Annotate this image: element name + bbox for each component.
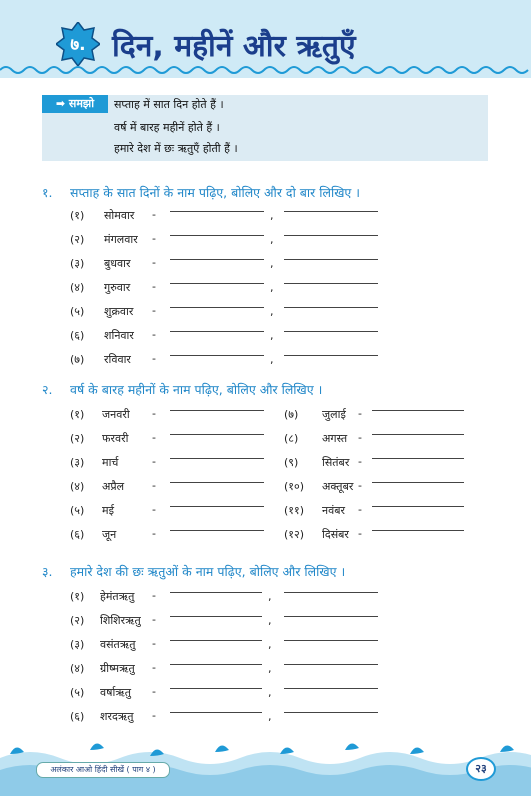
q3-item-label: शरदऋतु [100, 710, 134, 723]
q1-answer-line-1[interactable] [170, 259, 264, 260]
q2-left-index: (१) [70, 408, 85, 421]
comma-separator: , [270, 329, 274, 342]
q3-item-label: हेमंतऋतु [100, 590, 135, 603]
dash-separator: - [152, 479, 156, 492]
q1-answer-line-2[interactable] [284, 283, 378, 284]
q3-number: ३. [42, 564, 53, 579]
q2-right-answer-line[interactable] [372, 458, 464, 459]
q2-left-answer-line[interactable] [170, 410, 264, 411]
q1-item-label: सोमवार [104, 209, 135, 222]
q1-item-label: बुधवार [104, 257, 131, 270]
q1-item-index: (४) [70, 281, 85, 294]
q2-right-index: (१२) [284, 528, 305, 541]
q2-right-answer-line[interactable] [372, 434, 464, 435]
comma-separator: , [270, 305, 274, 318]
comma-separator: , [268, 710, 272, 723]
q1-item-label: शुक्रवार [104, 305, 134, 318]
dash-separator: - [152, 328, 156, 341]
q2-left-label: जून [102, 528, 117, 541]
q3-answer-line-1[interactable] [170, 712, 262, 713]
q2-heading: वर्ष के बारह महीनों के नाम पढ़िए, बोलिए और लिखिए । [70, 382, 323, 397]
comma-separator: , [270, 209, 274, 222]
arrow-right-icon: ➡ [55, 97, 69, 110]
q1-item-index: (७) [70, 353, 85, 366]
dash-separator: - [152, 613, 156, 626]
dash-separator: - [152, 637, 156, 650]
q1-item-label: गुरुवार [104, 281, 131, 294]
dash-separator: - [152, 256, 156, 269]
q2-left-label: मई [102, 504, 114, 517]
comma-separator: , [270, 281, 274, 294]
q2-right-label: अक्तूबर [322, 480, 354, 493]
q2-right-label: सितंबर [322, 456, 350, 469]
comma-separator: , [268, 662, 272, 675]
q2-left-answer-line[interactable] [170, 434, 264, 435]
q1-item-index: (६) [70, 329, 85, 342]
q3-answer-line-2[interactable] [284, 664, 378, 665]
q3-item-index: (५) [70, 686, 85, 699]
samjho-tag-label: समझो [68, 97, 95, 110]
q3-item-index: (३) [70, 638, 85, 651]
q1-answer-line-1[interactable] [170, 211, 264, 212]
dash-separator: - [152, 208, 156, 221]
samjho-line-1: सप्ताह में सात दिन होते हैं । [114, 98, 224, 111]
q2-right-index: (१०) [284, 480, 305, 493]
chapter-badge [56, 22, 100, 66]
q1-number: १. [42, 185, 53, 200]
dash-separator: - [152, 685, 156, 698]
dash-separator: - [358, 503, 362, 516]
q3-answer-line-2[interactable] [284, 640, 378, 641]
dash-separator: - [358, 407, 362, 420]
q2-left-answer-line[interactable] [170, 482, 264, 483]
q3-answer-line-2[interactable] [284, 712, 378, 713]
q1-answer-line-1[interactable] [170, 235, 264, 236]
q3-heading: हमारे देश की छः ऋतुओं के नाम पढ़िए, बोलिए और लिखिए । [70, 564, 346, 579]
comma-separator: , [270, 353, 274, 366]
dash-separator: - [358, 527, 362, 540]
q2-left-label: मार्च [102, 456, 119, 469]
q3-item-index: (१) [70, 590, 85, 603]
q3-answer-line-2[interactable] [284, 592, 378, 593]
page-number: २३ [466, 757, 496, 781]
q2-right-label: जुलाई [322, 408, 346, 421]
q1-answer-line-2[interactable] [284, 259, 378, 260]
comma-separator: , [270, 257, 274, 270]
q1-answer-line-2[interactable] [284, 355, 378, 356]
q3-item-label: शिशिरऋतु [100, 614, 141, 627]
dash-separator: - [152, 304, 156, 317]
q1-answer-line-1[interactable] [170, 307, 264, 308]
q2-left-index: (३) [70, 456, 85, 469]
q1-answer-line-2[interactable] [284, 331, 378, 332]
q3-item-label: वसंतऋतु [100, 638, 136, 651]
dash-separator: - [152, 280, 156, 293]
comma-separator: , [268, 590, 272, 603]
q2-left-label: जनवरी [102, 408, 130, 421]
q1-answer-line-1[interactable] [170, 283, 264, 284]
q2-right-label: अगस्त [322, 432, 348, 445]
q3-item-label: ग्रीष्मऋतु [100, 662, 135, 675]
q1-answer-line-1[interactable] [170, 355, 264, 356]
q2-left-label: फरवरी [102, 432, 129, 445]
dash-separator: - [152, 589, 156, 602]
chapter-number: ७. [70, 35, 86, 55]
dash-separator: - [152, 661, 156, 674]
q2-right-index: (११) [284, 504, 305, 517]
samjho-line-2: वर्ष में बारह महीनें होते हैं । [114, 121, 220, 134]
q3-item-index: (२) [70, 614, 85, 627]
samjho-line-3: हमारे देश में छः ऋतुएँ होती हैं । [114, 142, 238, 155]
dash-separator: - [152, 232, 156, 245]
q3-answer-line-2[interactable] [284, 688, 378, 689]
q3-answer-line-1[interactable] [170, 592, 262, 593]
q1-answer-line-2[interactable] [284, 307, 378, 308]
q3-answer-line-1[interactable] [170, 640, 262, 641]
q2-left-answer-line[interactable] [170, 530, 264, 531]
q1-item-label: रविवार [104, 353, 131, 366]
comma-separator: , [270, 233, 274, 246]
q2-right-answer-line[interactable] [372, 410, 464, 411]
q1-answer-line-2[interactable] [284, 211, 378, 212]
q3-answer-line-2[interactable] [284, 616, 378, 617]
q2-right-label: दिसंबर [322, 528, 349, 541]
q2-left-label: अप्रैल [102, 480, 125, 493]
q2-left-index: (६) [70, 528, 85, 541]
samjho-tag [42, 95, 108, 113]
q2-right-answer-line[interactable] [372, 530, 464, 531]
q2-number: २. [42, 382, 53, 397]
q2-right-answer-line[interactable] [372, 482, 464, 483]
q2-left-index: (५) [70, 504, 85, 517]
dash-separator: - [358, 455, 362, 468]
q2-right-index: (८) [284, 432, 299, 445]
q1-item-index: (३) [70, 257, 85, 270]
q1-item-index: (२) [70, 233, 85, 246]
comma-separator: , [268, 638, 272, 651]
q3-answer-line-1[interactable] [170, 664, 262, 665]
dash-separator: - [152, 709, 156, 722]
q1-item-label: मंगलवार [104, 233, 138, 246]
comma-separator: , [268, 686, 272, 699]
q2-left-answer-line[interactable] [170, 506, 264, 507]
q3-answer-line-1[interactable] [170, 688, 262, 689]
q1-heading: सप्ताह के सात दिनों के नाम पढ़िए, बोलिए और दो बार लिखिए । [70, 185, 361, 200]
q2-right-label: नवंबर [322, 504, 346, 517]
q1-answer-line-1[interactable] [170, 331, 264, 332]
page-title: दिन, महीनें और ऋतुएँ [112, 29, 356, 64]
dash-separator: - [358, 431, 362, 444]
q3-item-index: (६) [70, 710, 85, 723]
q1-item-index: (५) [70, 305, 85, 318]
q2-left-index: (२) [70, 432, 85, 445]
comma-separator: , [268, 614, 272, 627]
q1-item-index: (१) [70, 209, 85, 222]
dash-separator: - [358, 479, 362, 492]
dash-separator: - [152, 527, 156, 540]
dash-separator: - [152, 503, 156, 516]
dash-separator: - [152, 431, 156, 444]
footer-series-label: अलंकार आओ हिंदी सीखें ( पाग ४ ) [36, 762, 170, 778]
q2-right-answer-line[interactable] [372, 506, 464, 507]
dash-separator: - [152, 352, 156, 365]
dash-separator: - [152, 407, 156, 420]
q2-left-answer-line[interactable] [170, 458, 264, 459]
q3-answer-line-1[interactable] [170, 616, 262, 617]
q2-left-index: (४) [70, 480, 85, 493]
q1-item-label: शनिवार [104, 329, 134, 342]
q2-right-index: (७) [284, 408, 299, 421]
samjho-box [42, 95, 488, 161]
q3-item-index: (४) [70, 662, 85, 675]
q1-answer-line-2[interactable] [284, 235, 378, 236]
q2-right-index: (९) [284, 456, 299, 469]
q3-item-label: वर्षाऋतु [100, 686, 131, 699]
dash-separator: - [152, 455, 156, 468]
